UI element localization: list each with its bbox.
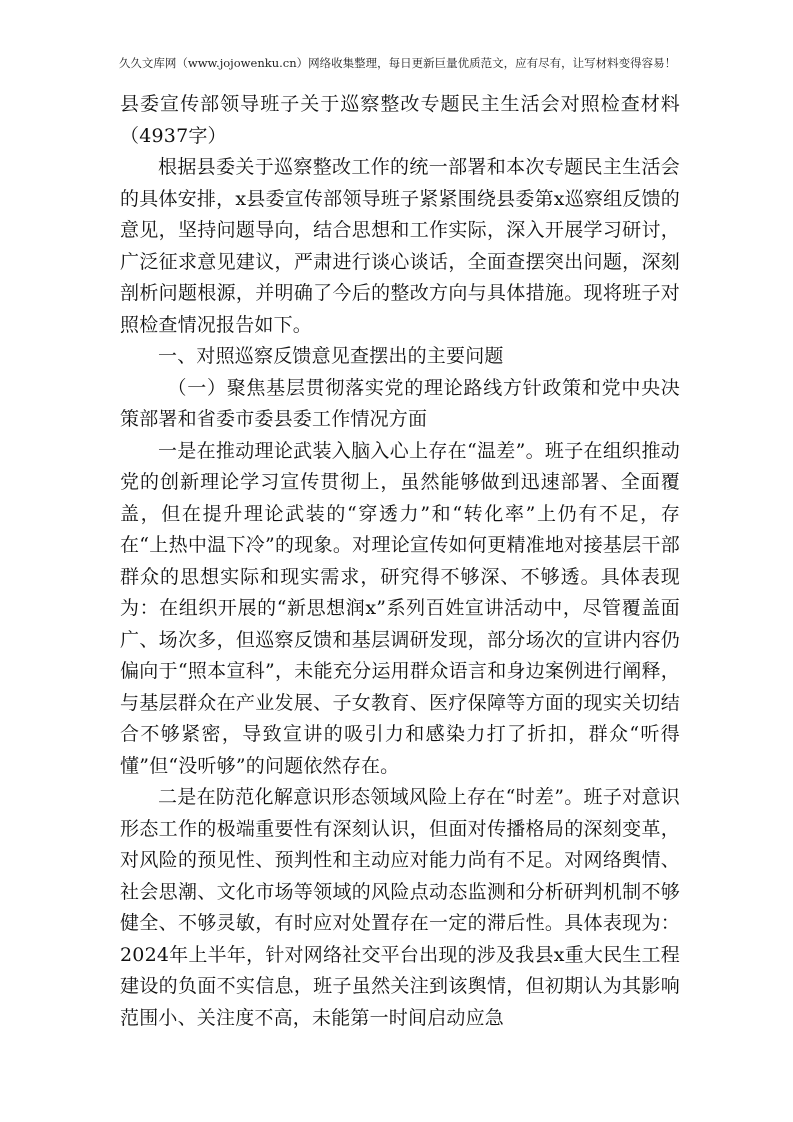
document-title: 县委宣传部领导班子关于巡察整改专题民主生活会对照检查材料（4937字） <box>120 93 680 147</box>
section-heading: 一、对照巡察反馈意见查摆出的主要问题 <box>158 345 504 367</box>
body-paragraph-2: 二是在防范化解意识形态领域风险上存在“时差”。班子对意识形态工作的极端重要性有深刻认识，但面对传播格局的深刻变革，对风险的预见性、预判性和主动应对能力尚有不足。对网络舆情、社会思潮、文化市场等领域的风险点动态监测和分析研判机制不够健全、不够灵敏，有时应对处置存在一定的滞后性。具体表现为：2024年上半年，针对网络社交平台出现的涉及我县x重大民生工程建设的负面不实信息，班子虽然关注到该舆情，但初期认为其影响范围小、关注度不高，未能第一时间启动应急 <box>120 786 680 1029</box>
intro-paragraph: 根据县委关于巡察整改工作的统一部署和本次专题民主生活会的具体安排，x县委宣传部领导班子紧紧围绕县委第x巡察组反馈的意见，坚持问题导向，结合思想和工作实际，深入开展学习研讨，广泛征求意见建议，严肃进行谈心谈话，全面查摆突出问题，深刻剖析问题根源，并明确了今后的整改方向与具体措施。现将班子对照检查情况报告如下。 <box>120 156 680 336</box>
body-paragraph-1: 一是在推动理论武装入脑入心上存在“温差”。班子在组织推动党的创新理论学习宣传贯彻上，虽然能够做到迅速部署、全面覆盖，但在提升理论武装的“穿透力”和“转化率”上仍有不足，存在“上热中温下冷”的现象。对理论宣传如何更精准地对接基层干部群众的思想实际和现实需求，研究得不够深、不够透。具体表现为：在组织开展的“新思想润x”系列百姓宣讲活动中，尽管覆盖面广、场次多，但巡察反馈和基层调研发现，部分场次的宣讲内容仍偏向于“照本宣科”，未能充分运用群众语言和身边案例进行阐释，与基层群众在产业发展、子女教育、医疗保障等方面的现实关切结合不够紧密，导致宣讲的吸引力和感染力打了折扣，群众“听得懂”但“没听够”的问题依然存在。 <box>120 439 680 777</box>
header-note: 久久文库网（www.jojowenku.cn）网络收集整理，每日更新巨量优质范文，应有尽有，让写材料变得容易！ <box>118 56 677 70</box>
subsection-heading: （一）聚焦基层贯彻落实党的理论路线方针政策和党中央决策部署和省委市委县委工作情况方面 <box>120 376 680 430</box>
document-body <box>120 89 680 1034</box>
